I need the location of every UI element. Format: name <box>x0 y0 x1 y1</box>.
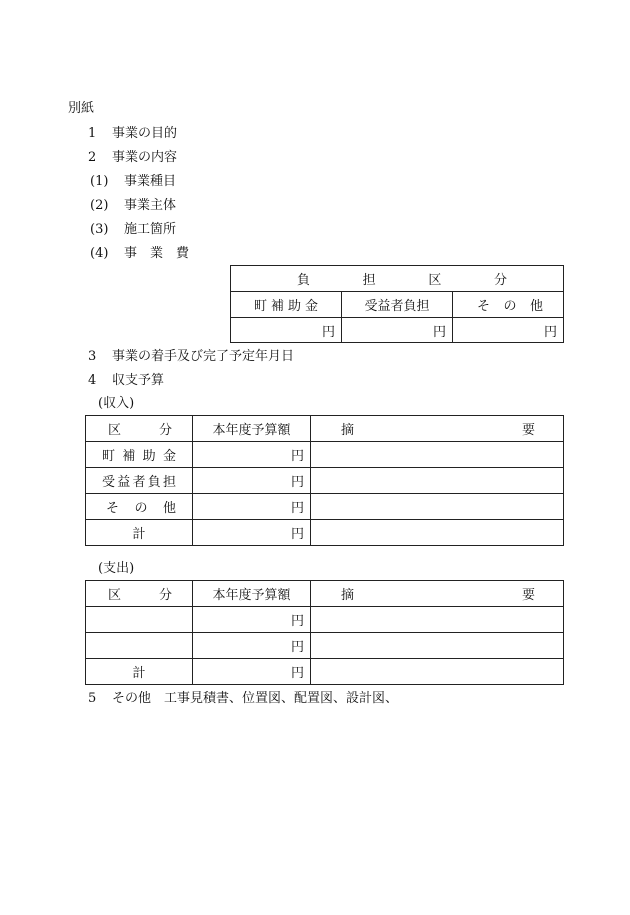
income-label: (収入) <box>98 396 135 411</box>
section-title: その他 工事見積書、位置図、配置図、設計図、 <box>112 691 399 706</box>
section-5 <box>88 691 398 707</box>
section-number: 4 <box>88 373 97 388</box>
total-label: 計 <box>86 659 193 685</box>
label-char: 担 <box>162 475 176 490</box>
yen-unit: 円 <box>544 324 558 340</box>
yen-unit: 円 <box>290 614 304 629</box>
amount-cell[interactable] <box>193 520 311 546</box>
col-char: 町 <box>253 299 267 314</box>
note-cell[interactable] <box>311 659 564 685</box>
col-char: 他 <box>530 299 544 314</box>
section-2 <box>88 150 177 166</box>
section-title: 事業の着手及び完了予定年月日 <box>112 349 295 364</box>
income-table <box>85 415 564 546</box>
subsection-4 <box>90 246 189 262</box>
label-char: 者 <box>132 475 146 490</box>
section-number: 3 <box>88 349 97 364</box>
kubun-header <box>86 416 193 442</box>
expense-label: (支出) <box>98 561 135 576</box>
note-cell[interactable] <box>311 442 564 468</box>
header-char: 分 <box>158 423 172 438</box>
attachment-label: 別紙 <box>68 101 95 116</box>
row-label <box>86 442 193 468</box>
col-char: 補 <box>270 299 284 314</box>
col-town-subsidy <box>231 292 342 318</box>
label-char: 補 <box>122 449 136 464</box>
amount-cell[interactable] <box>193 468 311 494</box>
subsection-number: (4) <box>90 246 109 261</box>
amount-cell[interactable] <box>231 318 342 343</box>
header-char: 区 <box>108 423 122 438</box>
label-char: そ <box>106 501 120 516</box>
header-char: 担 <box>362 273 376 288</box>
table-row <box>86 442 564 468</box>
subsection-title: 事 業 費 <box>124 246 190 261</box>
yen-unit: 円 <box>290 475 304 490</box>
header-char: 要 <box>521 423 535 438</box>
amount-cell[interactable] <box>193 607 311 633</box>
label-char: の <box>134 501 148 516</box>
col-other <box>453 292 564 318</box>
section-4 <box>88 373 164 389</box>
subsection-number: (3) <box>90 222 109 237</box>
yen-unit: 円 <box>290 666 304 681</box>
yen-unit: 円 <box>290 449 304 464</box>
subsection-2 <box>90 198 176 214</box>
label-char: 受 <box>102 475 116 490</box>
table-row <box>86 659 564 685</box>
row-label[interactable] <box>86 607 193 633</box>
note-cell[interactable] <box>311 494 564 520</box>
section-number: 1 <box>88 126 97 141</box>
header-char: 分 <box>494 273 508 288</box>
kubun-header <box>86 581 193 607</box>
table-row <box>86 633 564 659</box>
amount-cell[interactable] <box>453 318 564 343</box>
label-char: 金 <box>162 449 176 464</box>
amount-cell[interactable] <box>193 442 311 468</box>
subsection-title: 事業種目 <box>124 174 177 189</box>
note-cell[interactable] <box>311 520 564 546</box>
yen-unit: 円 <box>432 324 446 340</box>
section-1 <box>88 126 177 142</box>
row-label <box>86 494 193 520</box>
amount-cell[interactable] <box>193 659 311 685</box>
yen-unit: 円 <box>290 501 304 516</box>
note-cell[interactable] <box>311 607 564 633</box>
col-char: そ <box>477 299 491 314</box>
section-3 <box>88 349 294 365</box>
subsection-number: (1) <box>90 174 109 189</box>
note-cell[interactable] <box>311 468 564 494</box>
header-char: 分 <box>158 588 172 603</box>
label-char: 助 <box>142 449 156 464</box>
section-number: 2 <box>88 150 97 165</box>
row-label[interactable] <box>86 633 193 659</box>
subsection-3 <box>90 222 176 238</box>
amount-cell[interactable] <box>193 633 311 659</box>
header-char: 摘 <box>341 423 355 438</box>
table-row <box>86 520 564 546</box>
amount-header: 本年度予算額 <box>193 416 311 442</box>
section-title: 事業の内容 <box>112 150 178 165</box>
burden-header <box>231 266 564 292</box>
subsection-title: 施工箇所 <box>124 222 177 237</box>
yen-unit: 円 <box>321 324 335 340</box>
section-number: 5 <box>88 691 97 706</box>
section-title: 収支予算 <box>112 373 165 388</box>
note-header <box>311 416 564 442</box>
label-char: 益 <box>117 475 131 490</box>
expense-table <box>85 580 564 685</box>
col-char: 金 <box>305 299 319 314</box>
yen-unit: 円 <box>290 527 304 542</box>
subsection-number: (2) <box>90 198 109 213</box>
header-char: 区 <box>428 273 442 288</box>
col-char: の <box>503 299 517 314</box>
amount-header: 本年度予算額 <box>193 581 311 607</box>
table-row <box>86 494 564 520</box>
table-row <box>86 607 564 633</box>
header-char: 区 <box>108 588 122 603</box>
amount-cell[interactable] <box>193 494 311 520</box>
note-header <box>311 581 564 607</box>
label-char: 負 <box>147 475 161 490</box>
table-row <box>86 468 564 494</box>
total-label: 計 <box>86 520 193 546</box>
col-char: 助 <box>288 299 302 314</box>
header-char: 負 <box>297 273 311 288</box>
subsection-title: 事業主体 <box>124 198 177 213</box>
yen-unit: 円 <box>290 640 304 655</box>
note-cell[interactable] <box>311 633 564 659</box>
amount-cell[interactable] <box>342 318 453 343</box>
subsection-1 <box>90 174 176 190</box>
row-label <box>86 468 193 494</box>
section-title: 事業の目的 <box>112 126 178 141</box>
header-char: 要 <box>521 588 535 603</box>
header-char: 摘 <box>341 588 355 603</box>
burden-table <box>230 265 564 343</box>
label-char: 他 <box>162 501 176 516</box>
label-char: 町 <box>102 449 116 464</box>
col-beneficiary: 受益者負担 <box>342 292 453 318</box>
